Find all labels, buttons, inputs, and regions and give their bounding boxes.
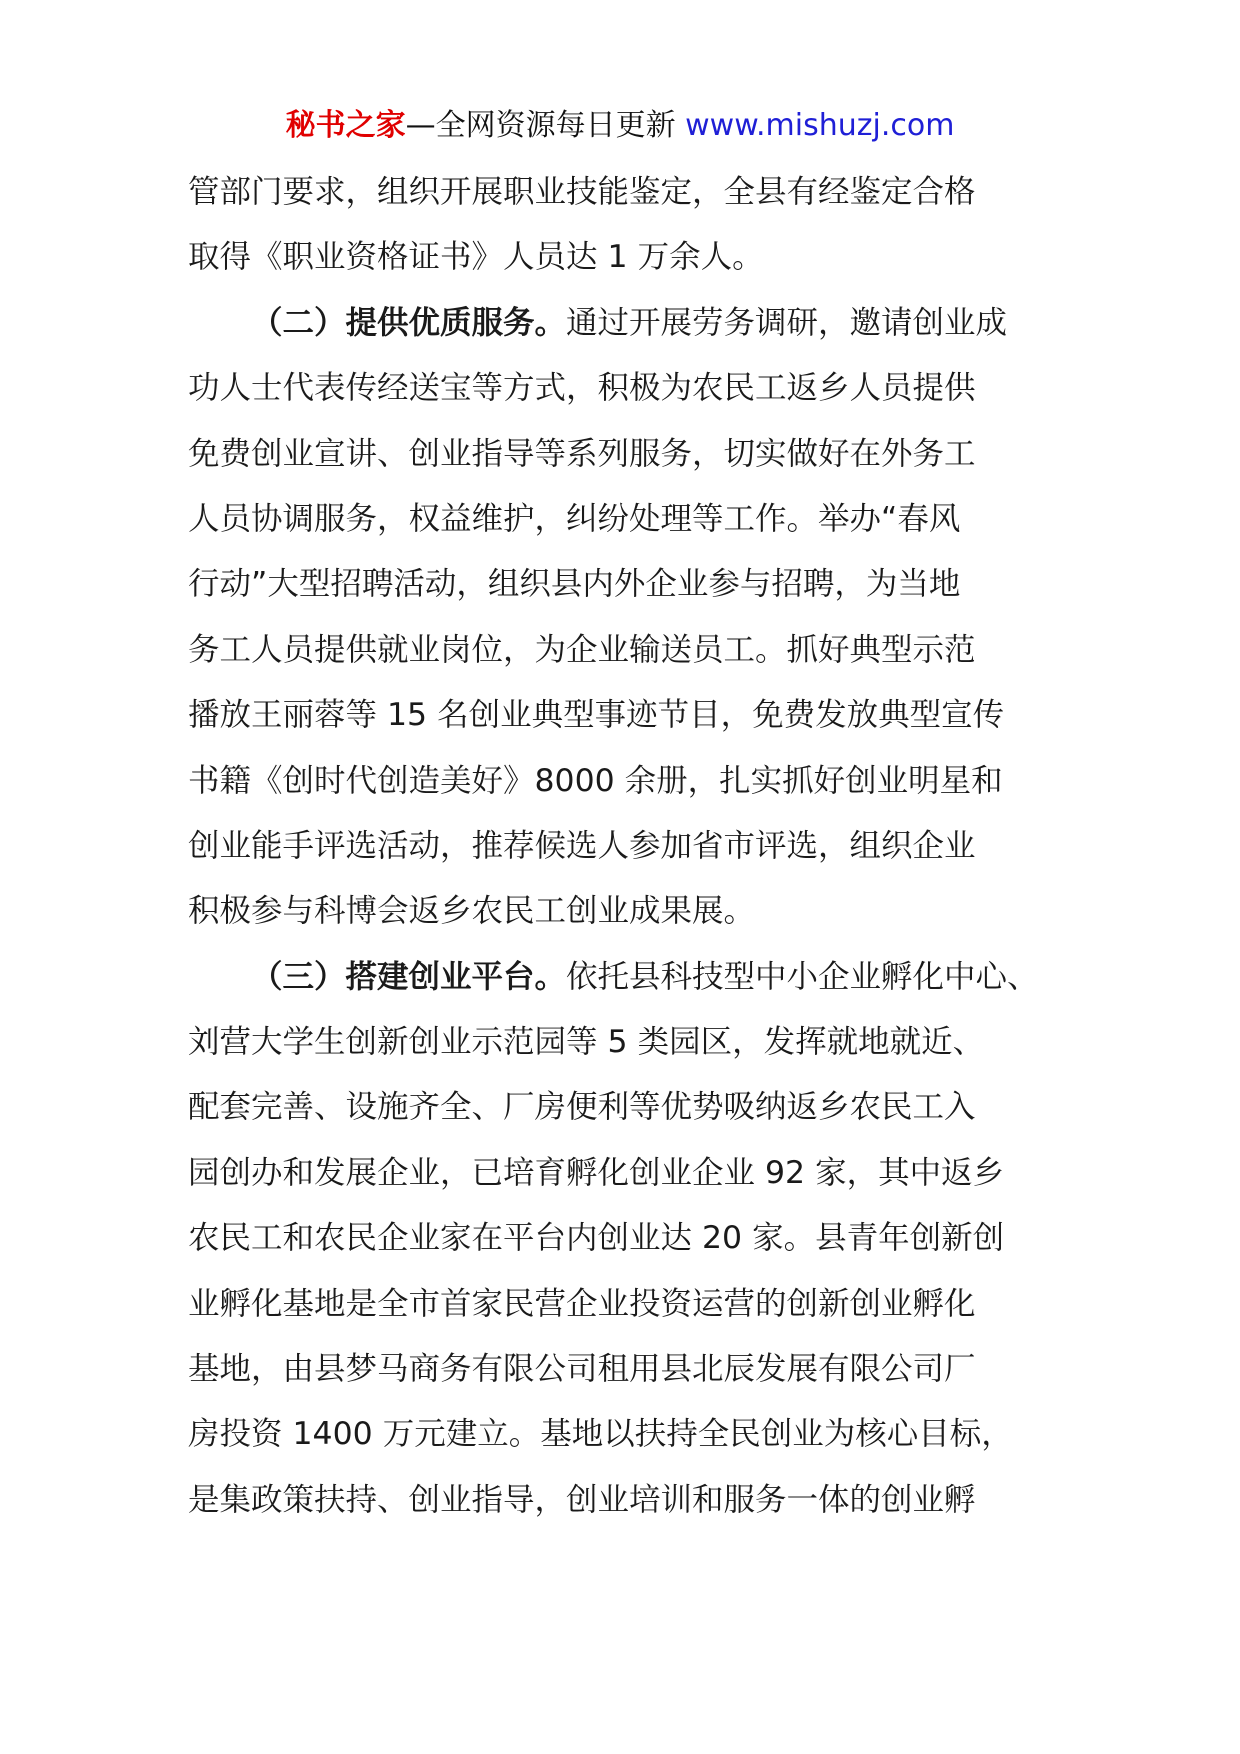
text-line: 功人士代表传经送宝等方式，积极为农民工返乡人员提供 <box>188 370 976 407</box>
paragraph-2 <box>188 291 1054 945</box>
header-url[interactable]: www.mishuzj.com <box>685 108 955 143</box>
text-span: 通过开展劳务调研，邀请创业成 <box>566 304 1008 341</box>
text-line: 积极参与科博会返乡农民工创业成果展。 <box>188 893 756 930</box>
text-line: 刘营大学生创新创业示范园等 5 类园区，发挥就地就近、 <box>188 1024 985 1061</box>
text-line <box>188 945 1054 1010</box>
text-line: 播放王丽蓉等 15 名创业典型事迹节目，免费发放典型宣传 <box>188 697 1005 734</box>
text-line: 农民工和农民企业家在平台内创业达 20 家。县青年创新创 <box>188 1220 1005 1257</box>
text-line: 配套完善、设施齐全、厂房便利等优势吸纳返乡农民工入 <box>188 1089 976 1126</box>
text-line: 人员协调服务，权益维护，纠纷处理等工作。举办“春风 <box>188 500 961 537</box>
text-line <box>188 291 1054 356</box>
text-line: 取得《职业资格证书》人员达 1 万余人。 <box>188 239 764 276</box>
paragraph-1 <box>188 160 1054 291</box>
text-line: 基地，由县梦马商务有限公司租用县北辰发展有限公司厂 <box>188 1351 976 1388</box>
text-line: 务工人员提供就业岗位，为企业输送员工。抓好典型示范 <box>188 631 976 668</box>
text-line: 免费创业宣讲、创业指导等系列服务，切实做好在外务工 <box>188 435 976 472</box>
text-line: 书籍《创时代创造美好》8000 余册，扎实抓好创业明星和 <box>188 762 1003 799</box>
header-brand: 秘书之家 <box>285 108 406 143</box>
text-line: 创业能手评选活动，推荐候选人参加省市评选，组织企业 <box>188 827 976 864</box>
text-span: 依托县科技型中小企业孵化中心、 <box>566 958 1039 995</box>
text-line: 业孵化基地是全市首家民营企业投资运营的创新创业孵化 <box>188 1285 976 1322</box>
document-body <box>188 160 1054 1533</box>
text-line: 管部门要求，组织开展职业技能鉴定，全县有经鉴定合格 <box>188 174 976 210</box>
text-line: 房投资 1400 万元建立。基地以扶持全民创业为核心目标， <box>188 1416 1013 1453</box>
text-line: 是集政策扶持、创业指导，创业培训和服务一体的创业孵 <box>188 1481 976 1518</box>
section-heading-3: （三）搭建创业平台。 <box>251 958 567 995</box>
paragraph-3 <box>188 945 1054 1534</box>
section-heading-2: （二）提供优质服务。 <box>251 304 567 341</box>
header-tagline: —全网资源每日更新 <box>405 108 676 143</box>
text-line: 园创办和发展企业，已培育孵化创业企业 92 家，其中返乡 <box>188 1154 1005 1191</box>
text-line: 行动”大型招聘活动，组织县内外企业参与招聘，为当地 <box>188 566 961 603</box>
page-header <box>0 104 1240 148</box>
